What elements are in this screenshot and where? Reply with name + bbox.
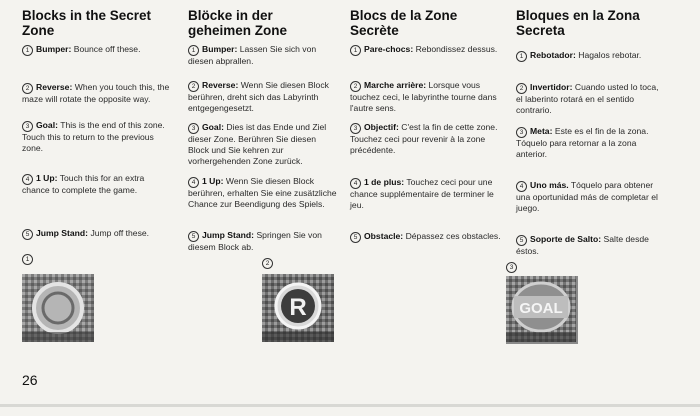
list-item (350, 122, 502, 156)
item-number: 2 (188, 81, 199, 92)
list-item (188, 44, 338, 67)
item-term: Objectif: (364, 122, 399, 132)
item-text: Jump off these. (90, 228, 150, 238)
list-item (22, 82, 172, 105)
goal-block-image (506, 276, 578, 344)
list-item (516, 82, 666, 116)
column-title: Blocks in the Secret Zone (22, 8, 152, 38)
item-text: Lorsque vous touchez ceci, le labyrinthe tourne dans l'autre sens. (350, 80, 497, 113)
list-item (22, 120, 172, 154)
item-number: 1 (516, 51, 527, 62)
column-german (188, 8, 338, 252)
item-number: 3 (350, 123, 361, 134)
goal-symbol: GOAL (519, 300, 563, 317)
item-term: Reverse: (202, 80, 239, 90)
reverse-block-image (262, 274, 334, 342)
item-text: Este es el fin de la zona. Tóquelo para retornar a la zona anterior. (516, 126, 649, 159)
item-number: 3 (516, 127, 527, 138)
item-number: 1 (188, 45, 199, 56)
list-item (350, 44, 502, 56)
list-item (516, 126, 666, 160)
page-number: 26 (22, 372, 38, 388)
item-text: This is the end of this zone. Touch this to return to the previous zone. (22, 120, 165, 153)
column-title: Blöcke in der geheimen Zone (188, 8, 288, 38)
list-item (516, 180, 666, 214)
item-term: Pare-chocs: (364, 44, 414, 54)
item-text: Tóquelo para obtener una oportunidad más de completar el juego. (516, 180, 658, 213)
item-number: 2 (350, 81, 361, 92)
item-term: Invertidor: (530, 82, 573, 92)
image-marker-1: 1 (22, 254, 36, 265)
item-text: Wenn Sie diesen Block berühren, erhalten Sie eine zusätzliche Chance zur Beendigung des Spiels. (188, 176, 337, 209)
item-term: Marche arrière: (364, 80, 427, 90)
item-term: Goal: (36, 120, 58, 130)
item-text: Springen Sie von diesem Block ab. (188, 230, 322, 252)
list-item (516, 234, 666, 257)
item-term: 1 de plus: (364, 177, 405, 187)
list-item (188, 122, 338, 166)
item-number: 4 (188, 177, 199, 188)
reverse-symbol: R (289, 294, 307, 321)
image-marker-2: 2 (262, 258, 276, 269)
item-text: Dépassez ces obstacles. (405, 231, 501, 241)
item-number: 4 (22, 174, 33, 185)
item-term: 1 Up: (36, 173, 58, 183)
item-text: Dies ist das Ende und Ziel dieser Zone. Berühren Sie diesen Block und Sie kehren zur vorhergehenden Zone zurück. (188, 122, 327, 166)
column-french (350, 8, 502, 241)
item-term: Reverse: (36, 82, 73, 92)
item-term: Goal: (202, 122, 224, 132)
list-item (350, 80, 502, 114)
item-term: Bumper: (202, 44, 238, 54)
item-number: 5 (188, 231, 199, 242)
column-title: Bloques en la Zona Secreta (516, 8, 640, 38)
item-text: When you touch this, the maze will rotate the opposite way. (22, 82, 170, 104)
item-number: 5 (22, 229, 33, 240)
item-text: Touchez ceci pour une chance supplémentaire de terminer le jeu. (350, 177, 494, 210)
item-text: Hagalos rebotar. (578, 50, 642, 60)
item-text: Lassen Sie sich von diesen abprallen. (188, 44, 317, 66)
item-number: 4 (516, 181, 527, 192)
item-text: Bounce off these. (73, 44, 141, 54)
item-number: 5 (516, 235, 527, 246)
item-term: Jump Stand: (36, 228, 89, 238)
list-item (188, 80, 338, 114)
item-term: Obstacle: (364, 231, 404, 241)
list-item (22, 44, 172, 56)
item-term: Jump Stand: (202, 230, 255, 240)
item-text: Salte desde éstos. (516, 234, 649, 256)
list-item (350, 231, 502, 243)
item-number: 2 (22, 83, 33, 94)
item-term: Uno más. (530, 180, 569, 190)
item-number: 4 (350, 178, 361, 189)
list-item (188, 230, 338, 253)
item-text: C'est la fin de cette zone. Touchez ceci pour revenir à la zone précédente. (350, 122, 498, 155)
item-term: 1 Up: (202, 176, 224, 186)
list-item (350, 177, 502, 211)
item-text: Cuando usted lo toca, el laberinto rotará en el sentido contrario. (516, 82, 659, 115)
item-text: Touch this for an extra chance to complete the game. (22, 173, 145, 195)
item-number: 3 (188, 123, 199, 134)
item-text: Rebondissez dessus. (415, 44, 498, 54)
list-item (22, 228, 172, 240)
item-text: Wenn Sie diesen Block berühren, dreht sich das Labyrinth entgegengesetzt. (188, 80, 329, 113)
image-marker-3: 3 (506, 262, 520, 273)
item-number: 5 (350, 232, 361, 243)
column-english (22, 8, 172, 238)
item-number: 1 (350, 45, 361, 56)
list-item (22, 173, 172, 196)
item-term: Bumper: (36, 44, 72, 54)
item-number: 3 (22, 121, 33, 132)
column-spanish (516, 8, 666, 256)
item-term: Rebotador: (530, 50, 576, 60)
item-number: 2 (516, 83, 527, 94)
list-item (516, 50, 666, 62)
item-number: 1 (22, 45, 33, 56)
item-term: Meta: (530, 126, 553, 136)
list-item (188, 176, 338, 210)
page-bottom-edge (0, 404, 700, 407)
column-title: Blocs de la Zone Secrète (350, 8, 458, 38)
bumper-block-image (22, 274, 94, 342)
item-term: Soporte de Salto: (530, 234, 602, 244)
